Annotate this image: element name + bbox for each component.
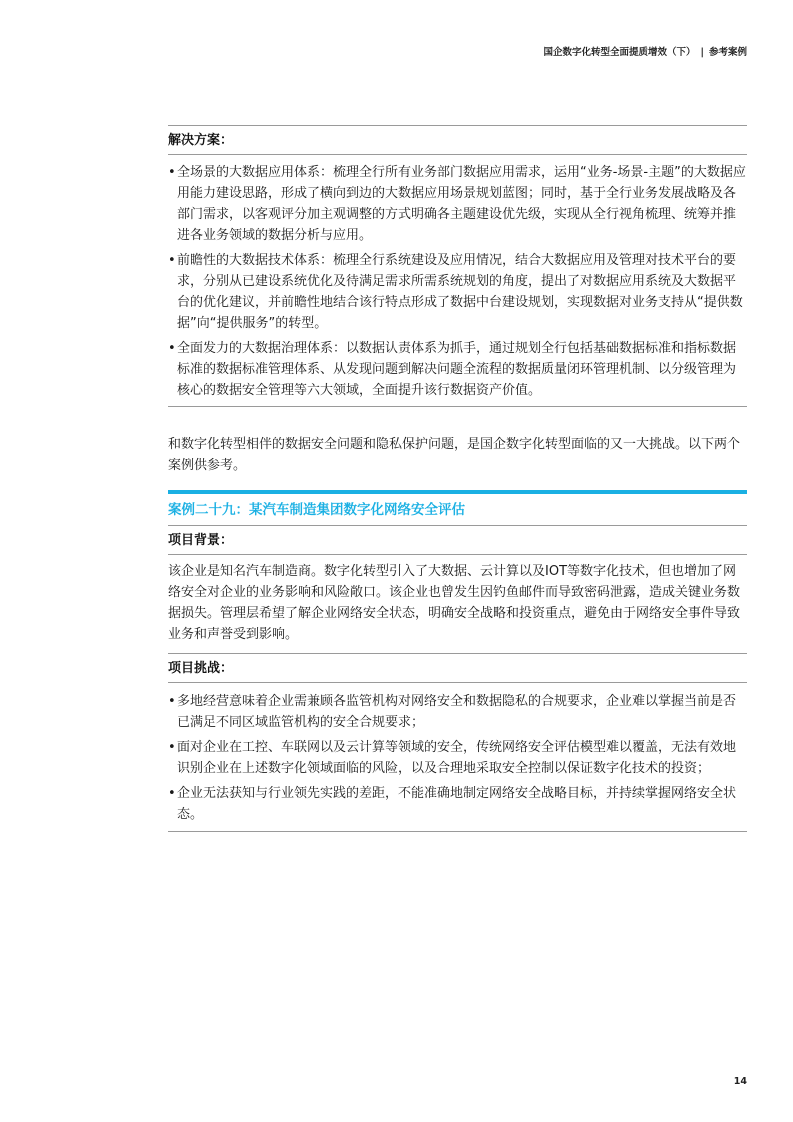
solution-section [168,125,747,407]
intro-paragraph: 和数字化转型相伴的数据安全问题和隐私保护问题，是国企数字化转型面临的又一大挑战。以下两个案例供参考。 [168,437,741,473]
list-item: • 面对企业在工控、车联网以及云计算等领域的安全，传统网络安全评估模型难以覆盖，无法有效地识别企业在上述数字化领域面临的风险，以及合理地采取安全控制以保证数字化技术的投资； [168,737,747,779]
case-section [168,490,747,832]
header-title: 国企数字化转型全面提质增效（下） [543,47,696,58]
header-section: 参考案例 [708,47,747,58]
background-heading: 项目背景： [168,533,234,548]
case-title: 案例二十九：某汽车制造集团数字化网络安全评估 [168,502,465,518]
section-divider [168,406,747,407]
running-header [543,44,747,58]
list-item: • 全面发力的大数据治理体系：以数据认责体系为抓手，通过规划全行包括基础数据标准和指标数据标准的数据标准管理体系、从发现问题到解决问题全流程的数据质量闭环管理机制、以分级管理为核心的数据安全管理等六大领域，全面提升该行数据资产价值。 [168,338,747,401]
solution-heading: 解决方案： [168,133,234,148]
list-item: • 企业无法获知与行业领先实践的差距，不能准确地制定网络安全战略目标，并持续掌握网络安全状态。 [168,783,747,825]
challenge-list [168,683,747,825]
list-item: • 前瞻性的大数据技术体系：梳理全行系统建设及应用情况，结合大数据应用及管理对技术平台的要求，分别从已建设系统优化及待满足需求所需系统规划的角度，提出了对数据应用系统及大数据平台的优化建议，并前瞻性地结合该行特点形成了数据中台建设规划，实现数据对业务支持从“提供数据”向“提供服务”的转型。 [168,250,747,334]
header-separator: | [700,47,704,58]
list-item: • 全场景的大数据应用体系：梳理全行所有业务部门数据应用需求，运用“业务-场景-主题”的大数据应用能力建设思路，形成了横向到边的大数据应用场景规划蓝图；同时，基于全行业务发展战略及各部门需求，以客观评分加主观调整的方式明确各主题建设优先级，实现从全行视角梳理、统筹并推进各业务领域的数据分析与应用。 [168,162,747,246]
challenge-heading: 项目挑战： [168,661,234,676]
background-text: 该企业是知名汽车制造商。数字化转型引入了大数据、云计算以及IOT等数字化技术，但也增加了网络安全对企业的业务影响和风险敞口。该企业也曾发生因钓鱼邮件而导致密码泄露，造成关键业务数据损失。管理层希望了解企业网络安全状态，明确安全战略和投资重点，避免由于网络安全事件导致业务和声誉受到影响。 [168,564,741,642]
section-divider [168,831,747,832]
list-item: • 多地经营意味着企业需兼顾各监管机构对网络安全和数据隐私的合规要求，企业难以掌握当前是否已满足不同区域监管机构的安全合规要求； [168,691,747,733]
solution-list [168,155,747,401]
page-number: 14 [733,1076,747,1087]
